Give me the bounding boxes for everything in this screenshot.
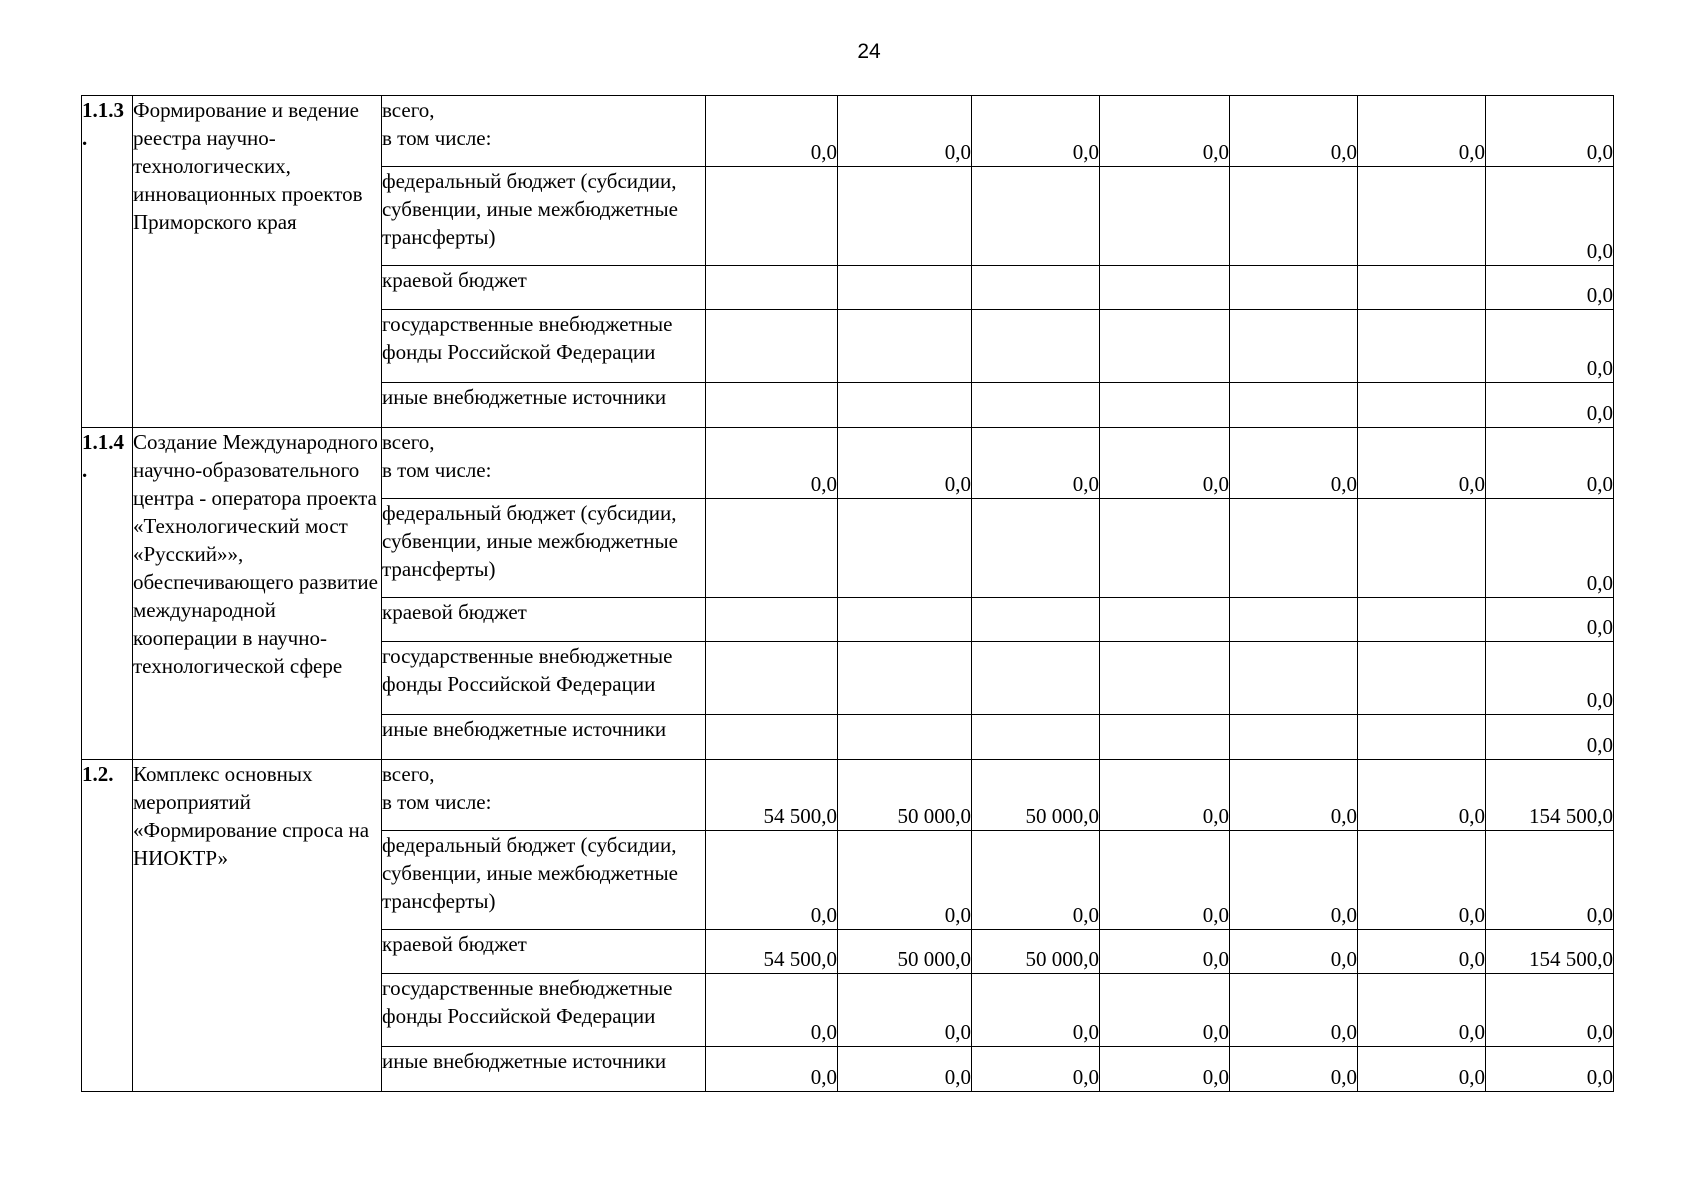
- value-cell: 0,0: [1486, 310, 1614, 383]
- value-cell: 0,0: [1486, 642, 1614, 715]
- value-cell: 0,0: [1486, 715, 1614, 760]
- value-cell: 0,0: [838, 1047, 972, 1092]
- value-cell: [838, 383, 972, 428]
- value-cell: 0,0: [1486, 974, 1614, 1047]
- section-name: Формирование и ведение реестра научно-технологических, инновационных проектов Приморского края: [133, 96, 382, 428]
- value-cell: 0,0: [1100, 1047, 1230, 1092]
- value-cell: 54 500,0: [706, 760, 838, 831]
- value-cell: 0,0: [972, 974, 1100, 1047]
- section-number: [82, 428, 133, 760]
- value-cell: 0,0: [1358, 760, 1486, 831]
- value-cell: [706, 598, 838, 642]
- value-cell: [1100, 715, 1230, 760]
- value-cell: 0,0: [706, 428, 838, 499]
- funding-source: федеральный бюджет (субсидии, субвенции, иные межбюджетные трансферты): [382, 499, 706, 598]
- section-number: [82, 760, 133, 1092]
- value-cell: 0,0: [706, 974, 838, 1047]
- table-row: [82, 760, 1614, 831]
- value-cell: 0,0: [1358, 930, 1486, 974]
- value-cell: [1230, 598, 1358, 642]
- funding-source: государственные внебюджетные фонды Российской Федерации: [382, 974, 706, 1047]
- funding-source: краевой бюджет: [382, 930, 706, 974]
- value-cell: 0,0: [972, 1047, 1100, 1092]
- section-number-line: 1.1.3: [82, 98, 124, 122]
- page-number: 24: [857, 40, 881, 63]
- funding-source: иные внебюджетные источники: [382, 383, 706, 428]
- value-cell: 0,0: [1486, 598, 1614, 642]
- value-cell: [838, 642, 972, 715]
- value-cell: [706, 383, 838, 428]
- section-number-line: 1.2.: [82, 762, 114, 786]
- value-cell: [1230, 642, 1358, 715]
- value-cell: [1230, 310, 1358, 383]
- budget-table: [81, 95, 1614, 1092]
- value-cell: [838, 266, 972, 310]
- value-cell: 0,0: [706, 831, 838, 930]
- funding-source: иные внебюджетные источники: [382, 715, 706, 760]
- value-cell: 0,0: [1486, 831, 1614, 930]
- value-cell: [1358, 642, 1486, 715]
- value-cell: [1230, 167, 1358, 266]
- value-cell: 0,0: [1486, 383, 1614, 428]
- funding-source: всего, в том числе:: [382, 428, 706, 499]
- funding-source: федеральный бюджет (субсидии, субвенции, иные межбюджетные трансферты): [382, 831, 706, 930]
- value-cell: 0,0: [1486, 428, 1614, 499]
- value-cell: 0,0: [1100, 974, 1230, 1047]
- value-cell: 0,0: [1230, 1047, 1358, 1092]
- value-cell: [838, 499, 972, 598]
- value-cell: [1100, 266, 1230, 310]
- funding-source: иные внебюджетные источники: [382, 1047, 706, 1092]
- section-name: Создание Международного научно-образовательного центра - оператора проекта «Технологический мост «Русский»», обеспечивающего развитие международной кооперации в научно-технологической сфере: [133, 428, 382, 760]
- value-cell: 0,0: [972, 96, 1100, 167]
- value-cell: [1100, 167, 1230, 266]
- value-cell: [1100, 642, 1230, 715]
- value-cell: [838, 715, 972, 760]
- value-cell: [706, 499, 838, 598]
- funding-source: краевой бюджет: [382, 266, 706, 310]
- funding-source: всего, в том числе:: [382, 760, 706, 831]
- value-cell: 0,0: [1100, 760, 1230, 831]
- value-cell: [706, 642, 838, 715]
- value-cell: [972, 167, 1100, 266]
- value-cell: 154 500,0: [1486, 760, 1614, 831]
- value-cell: [1358, 383, 1486, 428]
- funding-source: государственные внебюджетные фонды Российской Федерации: [382, 310, 706, 383]
- value-cell: [972, 310, 1100, 383]
- value-cell: [1358, 310, 1486, 383]
- value-cell: 0,0: [1100, 96, 1230, 167]
- value-cell: 0,0: [1486, 167, 1614, 266]
- value-cell: 0,0: [1100, 930, 1230, 974]
- section-number-line: .: [82, 126, 88, 150]
- value-cell: 50 000,0: [972, 930, 1100, 974]
- value-cell: 0,0: [1358, 974, 1486, 1047]
- value-cell: 0,0: [1358, 1047, 1486, 1092]
- value-cell: 0,0: [1486, 96, 1614, 167]
- value-cell: 0,0: [1486, 1047, 1614, 1092]
- value-cell: 0,0: [838, 96, 972, 167]
- value-cell: 0,0: [1230, 760, 1358, 831]
- value-cell: [1230, 715, 1358, 760]
- value-cell: [972, 715, 1100, 760]
- value-cell: 0,0: [1230, 831, 1358, 930]
- section-number-line: 1.1.4: [82, 430, 124, 454]
- value-cell: [1358, 167, 1486, 266]
- value-cell: 0,0: [838, 428, 972, 499]
- value-cell: [1358, 266, 1486, 310]
- value-cell: [706, 715, 838, 760]
- value-cell: 0,0: [1230, 930, 1358, 974]
- value-cell: [1100, 499, 1230, 598]
- value-cell: [706, 266, 838, 310]
- value-cell: [1100, 383, 1230, 428]
- value-cell: [1230, 266, 1358, 310]
- funding-source: федеральный бюджет (субсидии, субвенции, иные межбюджетные трансферты): [382, 167, 706, 266]
- value-cell: [1100, 598, 1230, 642]
- value-cell: 0,0: [1486, 499, 1614, 598]
- value-cell: 0,0: [706, 96, 838, 167]
- value-cell: 50 000,0: [838, 760, 972, 831]
- value-cell: 0,0: [1230, 428, 1358, 499]
- value-cell: 54 500,0: [706, 930, 838, 974]
- value-cell: [1358, 499, 1486, 598]
- funding-source: всего, в том числе:: [382, 96, 706, 167]
- value-cell: [972, 266, 1100, 310]
- funding-source: краевой бюджет: [382, 598, 706, 642]
- section-number: [82, 96, 133, 428]
- section-number-line: .: [82, 458, 88, 482]
- value-cell: 0,0: [1230, 974, 1358, 1047]
- table-row: [82, 96, 1614, 167]
- value-cell: [706, 310, 838, 383]
- value-cell: 0,0: [1358, 96, 1486, 167]
- value-cell: 0,0: [1100, 428, 1230, 499]
- value-cell: 0,0: [1486, 266, 1614, 310]
- value-cell: [838, 167, 972, 266]
- funding-source: государственные внебюджетные фонды Российской Федерации: [382, 642, 706, 715]
- value-cell: [1100, 310, 1230, 383]
- table-row: [82, 428, 1614, 499]
- value-cell: 0,0: [1230, 96, 1358, 167]
- value-cell: [838, 310, 972, 383]
- value-cell: [706, 167, 838, 266]
- value-cell: 0,0: [1358, 428, 1486, 499]
- value-cell: 50 000,0: [972, 760, 1100, 831]
- value-cell: [1358, 598, 1486, 642]
- value-cell: 0,0: [838, 974, 972, 1047]
- value-cell: [1358, 715, 1486, 760]
- section-name: Комплекс основных мероприятий «Формирование спроса на НИОКТР»: [133, 760, 382, 1092]
- value-cell: 154 500,0: [1486, 930, 1614, 974]
- value-cell: 0,0: [972, 831, 1100, 930]
- value-cell: [972, 642, 1100, 715]
- value-cell: 0,0: [972, 428, 1100, 499]
- value-cell: 0,0: [1358, 831, 1486, 930]
- value-cell: [972, 499, 1100, 598]
- value-cell: 0,0: [706, 1047, 838, 1092]
- value-cell: 0,0: [1100, 831, 1230, 930]
- value-cell: [972, 598, 1100, 642]
- value-cell: [1230, 499, 1358, 598]
- value-cell: [1230, 383, 1358, 428]
- value-cell: 50 000,0: [838, 930, 972, 974]
- value-cell: 0,0: [838, 831, 972, 930]
- value-cell: [972, 383, 1100, 428]
- value-cell: [838, 598, 972, 642]
